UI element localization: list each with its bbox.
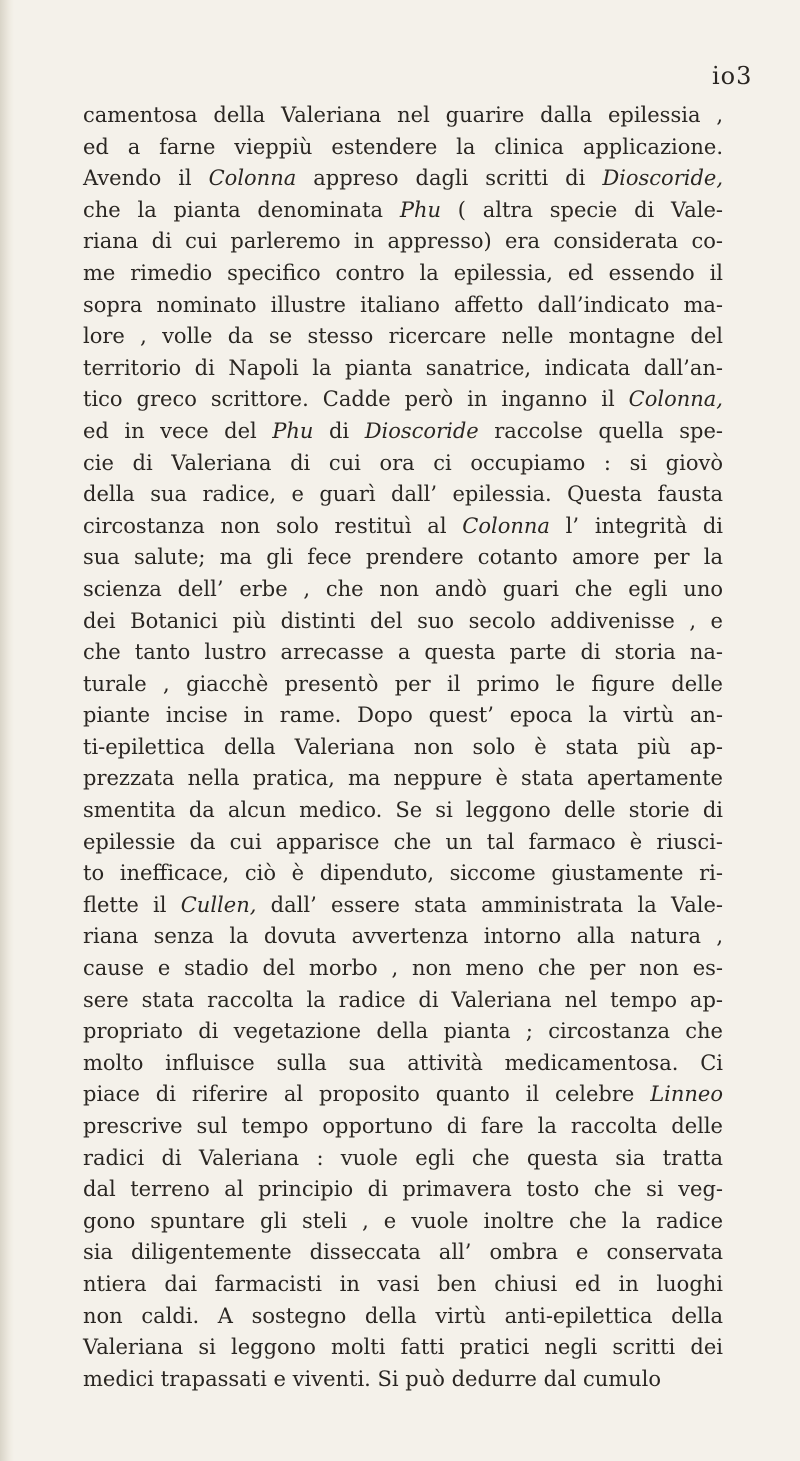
text-run: ed in vece del (83, 418, 273, 443)
body-text (83, 100, 723, 1395)
binding-edge (0, 0, 14, 1461)
text-run: della sua radice, e guarì dall’ epilessia. Questa fausta (83, 482, 723, 507)
text-line (83, 100, 723, 132)
text-run: circostanza non solo restituì al (83, 513, 463, 538)
text-line (83, 700, 723, 732)
text-run: piace di riferire al proposito quanto il celebre (83, 1082, 651, 1107)
text-run: dall’ essere stata amministrata la Vale- (256, 892, 723, 917)
text-line (83, 163, 723, 195)
text-line (83, 132, 723, 164)
text-line (83, 1174, 723, 1206)
text-run: piante incise in rame. Dopo quest’ epoca la virtù an- (83, 703, 723, 728)
text-line (83, 669, 723, 701)
text-line (83, 985, 723, 1017)
text-run: che tanto lustro arrecasse a questa parte di storia na- (83, 640, 723, 665)
text-run: l’ integrità di (549, 513, 723, 538)
text-line (83, 574, 723, 606)
text-run: smentita da alcun medico. Se si leggono delle storie di (83, 798, 723, 823)
text-run: Avendo il (83, 166, 209, 191)
text-run: raccolse quella spe- (478, 418, 724, 443)
text-run: sia diligentemente disseccata all’ ombra e conservata (83, 1240, 723, 1265)
text-line (83, 1269, 723, 1301)
text-run: turale , giacchè presentò per il primo le figure delle (83, 671, 723, 696)
text-run: ( altra specie di Vale- (441, 197, 723, 222)
text-run: ed a farne vieppiù estendere la clinica applicazione. (83, 134, 723, 159)
text-line (83, 1301, 723, 1333)
text-run: dal terreno al principio di primavera tosto che si veg- (83, 1177, 723, 1202)
text-line (83, 1143, 723, 1175)
text-line (83, 606, 723, 638)
text-run: ti-epilettica della Valeriana non solo è stata più ap- (83, 734, 723, 759)
italic-name: Colonna (208, 166, 297, 191)
italic-name: Cullen, (180, 892, 257, 917)
text-line (83, 1111, 723, 1143)
text-line (83, 511, 723, 543)
text-line (83, 858, 723, 890)
text-line (83, 732, 723, 764)
page-number: io3 (712, 62, 753, 90)
text-run: riana senza la dovuta avvertenza intorno alla natura , (83, 924, 723, 949)
italic-name: Colonna (462, 513, 550, 538)
italic-name: Dioscoride (364, 418, 479, 443)
text-run: dei Botanici più distinti del suo secolo addivenisse , e (83, 608, 723, 633)
text-line (83, 1237, 723, 1269)
text-run: cause e stadio del morbo , non meno che per non es- (83, 956, 723, 981)
text-run: to inefficace, ciò è dipenduto, siccome giustamente ri- (83, 861, 723, 886)
text-run: flette il (83, 892, 181, 917)
text-run: cie di Valeriana di cui ora ci occupiamo : si giovò (83, 450, 723, 475)
text-line (83, 448, 723, 480)
text-run: propriato di vegetazione della pianta ; circostanza che (83, 1019, 723, 1044)
text-line (83, 416, 723, 448)
text-line (83, 226, 723, 258)
text-line (83, 479, 723, 511)
text-line (83, 290, 723, 322)
text-run: riana di cui parleremo in appresso) era considerata co- (83, 229, 723, 254)
text-run: appreso dagli scritti di (296, 166, 603, 191)
text-run: di (313, 418, 365, 443)
italic-name: Phu (399, 197, 442, 222)
text-line (83, 195, 723, 227)
text-line (83, 637, 723, 669)
italic-name: Phu (272, 418, 314, 443)
text-run: prezzata nella pratica, ma neppure è stata apertamente (83, 766, 723, 791)
text-run: che la pianta denominata (83, 197, 400, 222)
text-run: sere stata raccolta la radice di Valeriana nel tempo ap- (83, 987, 723, 1012)
text-line (83, 953, 723, 985)
text-run: tico greco scrittore. Cadde però in inganno il (83, 387, 629, 412)
text-line (83, 795, 723, 827)
text-line (83, 827, 723, 859)
text-run: radici di Valeriana : vuole egli che questa sia tratta (83, 1145, 723, 1170)
text-run: molto influisce sulla sua attività medicamentosa. Ci (83, 1050, 723, 1075)
text-run: medici trapassati e viventi. Si può dedurre dal cumulo (83, 1366, 662, 1391)
text-run: sopra nominato illustre italiano affetto dall’indicato ma- (83, 292, 723, 317)
text-run: non caldi. A sostegno della virtù anti-epilettica della (83, 1303, 723, 1328)
text-line (83, 321, 723, 353)
italic-name: Dioscoride, (602, 166, 723, 191)
text-run: ntiera dai farmacisti in vasi ben chiusi ed in luoghi (83, 1271, 723, 1296)
text-run: Valeriana si leggono molti fatti pratici negli scritti dei (83, 1335, 723, 1360)
text-line (83, 1364, 723, 1396)
text-line (83, 763, 723, 795)
italic-name: Linneo (650, 1082, 723, 1107)
text-line (83, 258, 723, 290)
text-line (83, 353, 723, 385)
text-line (83, 1016, 723, 1048)
text-line (83, 1332, 723, 1364)
text-run: sua salute; ma gli fece prendere cotanto amore per la (83, 545, 723, 570)
text-line (83, 384, 723, 416)
text-run: me rimedio specifico contro la epilessia, ed essendo il (83, 260, 723, 285)
text-run: camentosa della Valeriana nel guarire dalla epilessia , (83, 103, 723, 127)
text-line (83, 1206, 723, 1238)
text-run: scienza dell’ erbe , che non andò guari che egli uno (83, 576, 723, 601)
text-line (83, 542, 723, 574)
text-line (83, 1079, 723, 1111)
text-line (83, 1048, 723, 1080)
italic-name: Colonna, (628, 387, 723, 412)
text-run: lore , volle da se stesso ricercare nelle montagne del (83, 324, 723, 349)
text-run: gono spuntare gli steli , e vuole inoltre che la radice (83, 1208, 723, 1233)
text-run: territorio di Napoli la pianta sanatrice, indicata dall’an- (83, 355, 723, 380)
text-run: prescrive sul tempo opportuno di fare la raccolta delle (83, 1114, 723, 1138)
text-line (83, 890, 723, 922)
text-line (83, 921, 723, 953)
text-run: epilessie da cui apparisce che un tal farmaco è riusci- (83, 829, 723, 854)
